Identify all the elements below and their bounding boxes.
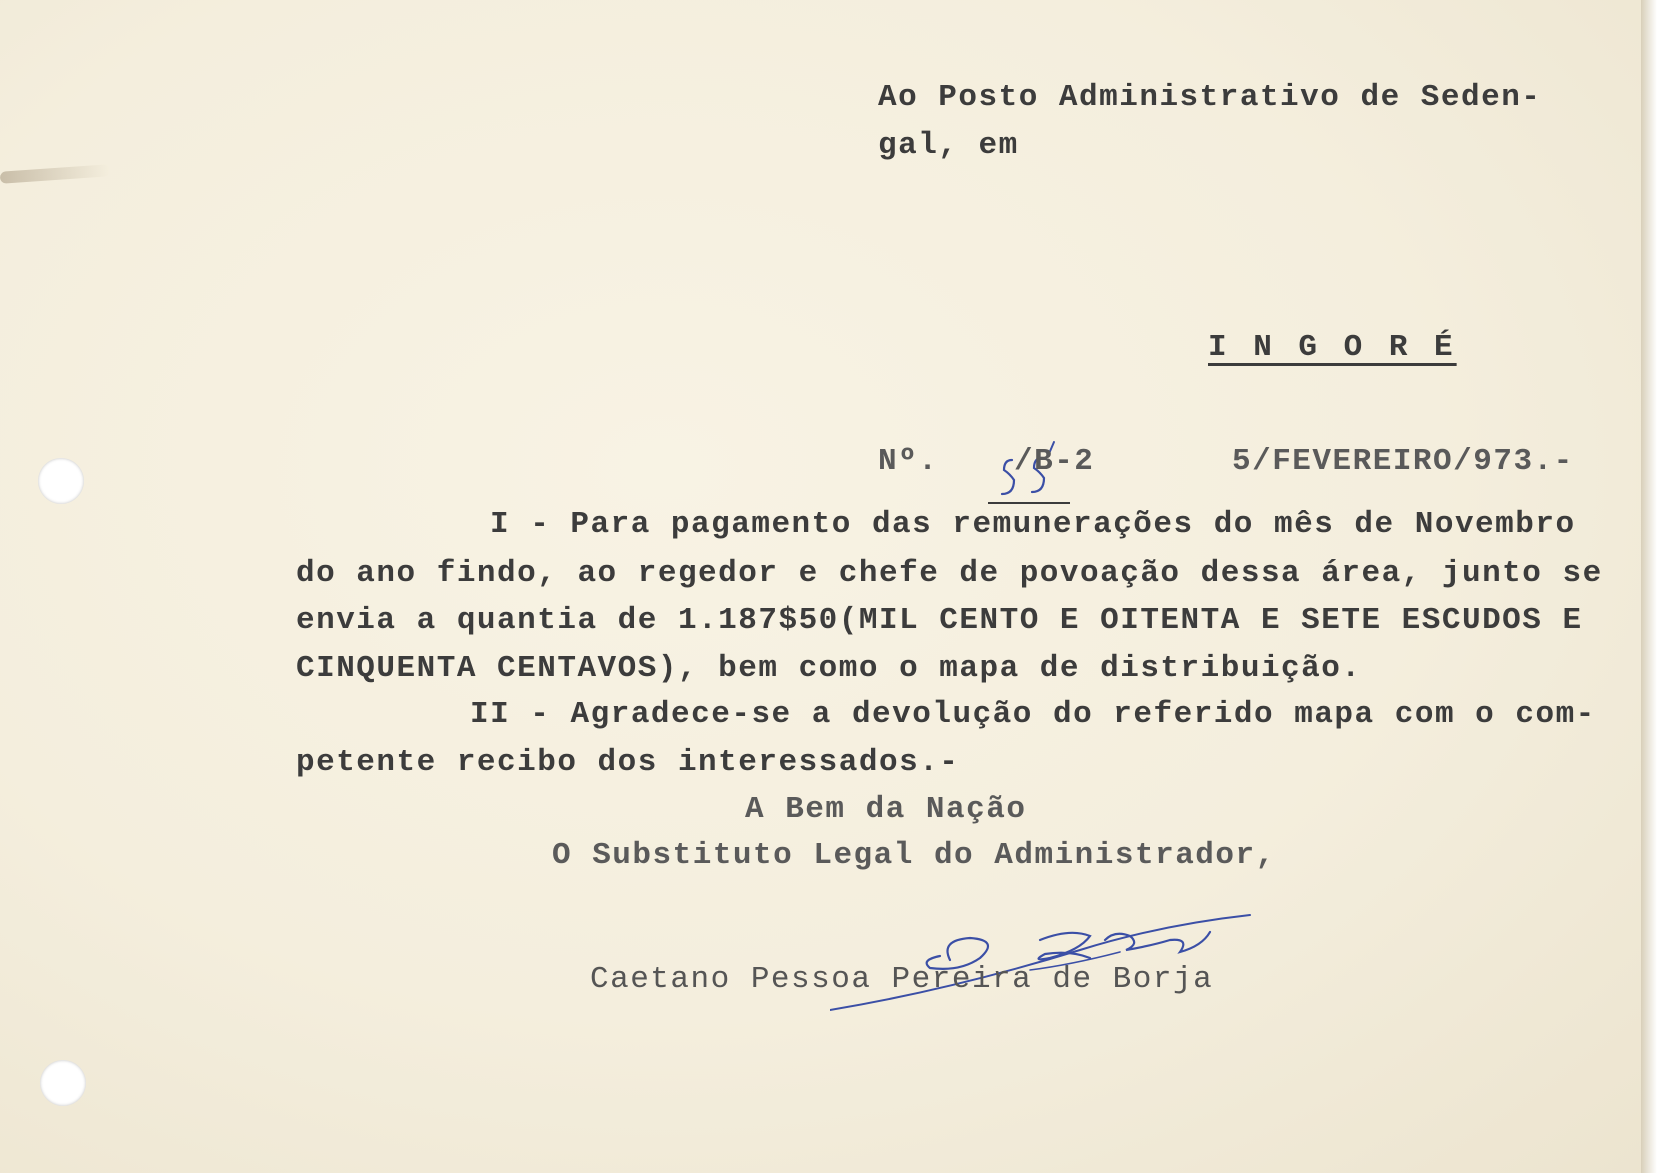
paper-stain bbox=[0, 164, 110, 184]
page-edge bbox=[1641, 0, 1657, 1173]
letter-date: 5/FEVEREIRO/973.- bbox=[1232, 444, 1574, 479]
body-line-3: envia a quantia de 1.187$50(MIL CENTO E OITENTA E SETE ESCUDOS E bbox=[296, 603, 1583, 638]
closing-salutation: A Bem da Nação bbox=[745, 792, 1027, 827]
destination-heading: I N G O R É bbox=[1208, 330, 1457, 365]
reference-prefix: Nº. bbox=[878, 444, 939, 479]
punch-hole-top bbox=[38, 458, 84, 504]
signatory-title: O Substituto Legal do Administrador, bbox=[552, 838, 1276, 873]
body-line-1: I - Para pagamento das remunerações do mês de Novembro bbox=[490, 507, 1576, 542]
body-line-5: II - Agradece-se a devolução do referido mapa com o com- bbox=[470, 697, 1596, 732]
body-line-2: do ano findo, ao regedor e chefe de povoação dessa área, junto se bbox=[296, 556, 1603, 591]
reference-suffix: /B-2 bbox=[1014, 444, 1095, 479]
recipient-line-2: gal, em bbox=[878, 128, 1019, 163]
signatory-name: Caetano Pessoa Pereira de Borja bbox=[590, 962, 1214, 997]
punch-hole-bottom bbox=[40, 1060, 86, 1106]
reference-underline bbox=[988, 502, 1070, 504]
body-line-4: CINQUENTA CENTAVOS), bem como o mapa de distribuição. bbox=[296, 651, 1362, 686]
recipient-line-1: Ao Posto Administrativo de Seden- bbox=[878, 80, 1542, 115]
body-line-6: petente recibo dos interessados.- bbox=[296, 745, 960, 780]
